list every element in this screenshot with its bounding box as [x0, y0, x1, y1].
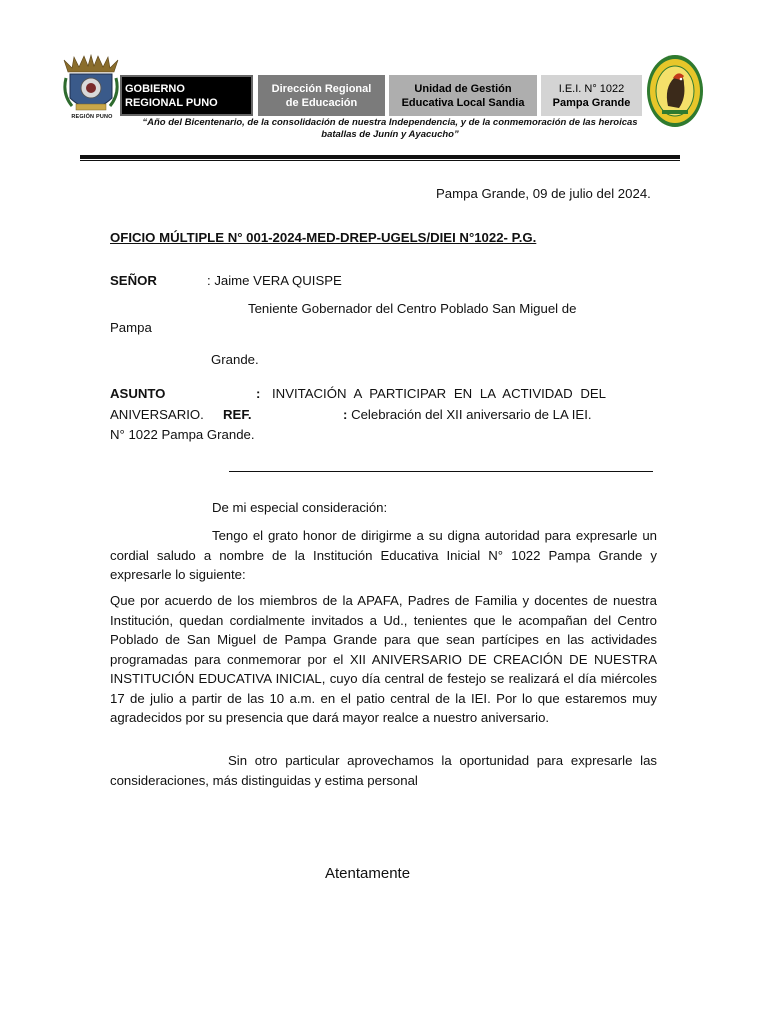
year-motto: [112, 117, 668, 141]
asunto-ref-line: [110, 405, 606, 425]
header-rule: [80, 155, 680, 159]
motto-line: batallas de Junín y Ayacucho”: [321, 129, 459, 140]
asunto-colon: :: [256, 386, 261, 401]
asunto-line: [110, 384, 606, 404]
ref-label: REF.: [223, 407, 252, 422]
paragraph-invitation: Que por acuerdo de los miembros de la APAFA, Padres de Familia y docentes de nuestra Institución, quedan cordialmente invitados a Ud., tenientes que le acompañan del Centro Poblado de San Miguel de Pampa Grande para que sean partícipes en las actividades programadas para conmemorar por el XII ANIVERSARIO DE CREACIÓN DE NUESTRA INSTITUCIÓN EDUCATIVA INICIAL, cuyo día central de festejo se realizará el día miércoles 17 de julio a partir de las 10 a.m. en el patio central de la IEI. Por lo que estaremos muy agradecidos por su presencia que dará mayor realce a nuestro aniversario.: [110, 593, 657, 725]
box-text: Dirección Regional: [271, 82, 372, 95]
senor-label: SEÑOR: [110, 273, 157, 288]
ref-text: Celebración del XII aniversario de LA IEI.: [351, 407, 592, 422]
box-text: I.E.I. N° 1022: [558, 82, 625, 95]
gobierno-regional-box: [120, 75, 253, 116]
asunto-text: ANIVERSARIO.: [110, 407, 204, 422]
box-text: REGIONAL PUNO: [125, 96, 218, 109]
closing-salutation: Atentamente: [325, 865, 411, 882]
oficio-number: OFICIO MÚLTIPLE N° 001-2024-MED-DREP-UGELS/DIEI N°1022- P.G.: [110, 230, 537, 245]
recipient-title-line: Grande.: [211, 352, 259, 367]
ugel-sandia-box: [389, 75, 537, 116]
ref-text-continued: N° 1022 Pampa Grande.: [110, 427, 255, 442]
box-text: GOBIERNO: [125, 82, 185, 95]
header-rule-thin: [80, 160, 680, 161]
paragraph-intro: Tengo el grato honor de dirigirme a su digna autoridad para expresarle un cordial saludo a nombre de la Institución Educativa Inicial N° 1022 Pampa Grande y expresarle lo siguiente:: [110, 528, 657, 582]
asunto-text: INVITACIÓN A PARTICIPAR EN LA ACTIVIDAD DEL: [272, 386, 606, 401]
recipient-title-line: Teniente Gobernador del Centro Poblado San Miguel de: [248, 301, 577, 316]
motto-line: “Año del Bicentenario, de la consolidación de nuestra Independencia, y de la conmemoración de las heroicas: [142, 117, 638, 128]
box-text: de Educación: [285, 96, 358, 109]
direccion-regional-box: [258, 75, 385, 116]
paragraph-closing: Sin otro particular aprovechamos la oportunidad para expresarle las consideraciones, más distinguidas y estima personal: [110, 753, 657, 788]
salutation: De mi especial consideración:: [212, 500, 388, 515]
separator-line: [229, 471, 653, 472]
asunto-label: ASUNTO: [110, 386, 166, 401]
box-text: Pampa Grande: [552, 96, 631, 109]
region-puno-crest-icon: [62, 54, 120, 120]
box-text: Educativa Local Sandia: [401, 96, 525, 109]
iei-box: [541, 75, 642, 116]
logo-caption: REGIÓN PUNO: [71, 114, 113, 120]
box-text: Unidad de Gestión: [414, 82, 512, 95]
recipient-name: : Jaime VERA QUISPE: [207, 273, 342, 288]
letter-date: Pampa Grande, 09 de julio del 2024.: [436, 186, 651, 201]
recipient-title-line: Pampa: [110, 320, 152, 335]
ref-colon: :: [343, 407, 348, 422]
